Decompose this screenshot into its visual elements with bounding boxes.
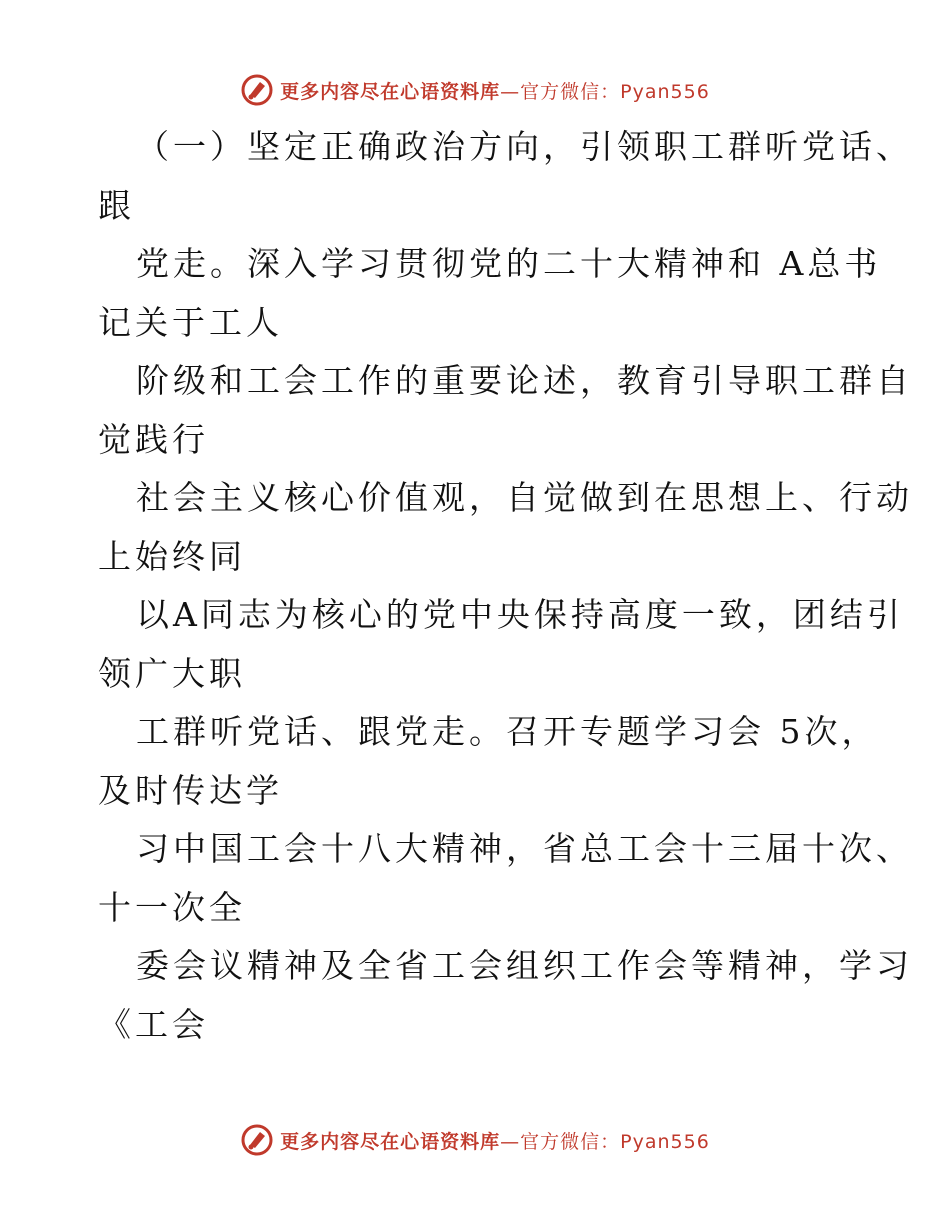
header-brand: 更多内容尽在心语资料库: [280, 80, 501, 103]
footer-watermark: [0, 1120, 950, 1160]
pen-nib-circle-icon: [240, 1123, 274, 1157]
document-body: [98, 118, 913, 1054]
body-line: 党走。深入学习贯彻党的二十大精神和 A总书: [136, 244, 882, 283]
body-line: 记关于工人: [98, 302, 283, 342]
body-line: 社会主义核心价值观，自觉做到在思想上、行动: [136, 478, 913, 517]
body-line: 上始终同: [98, 536, 246, 576]
body-line: （一）坚定正确政治方向，引领职工群听党话、: [136, 127, 913, 166]
header-dash: —: [500, 80, 521, 103]
body-line: 十一次全: [98, 887, 246, 927]
body-line: 领广大职: [98, 653, 246, 693]
header-text: [280, 77, 710, 104]
footer-brand: 更多内容尽在心语资料库: [280, 1130, 501, 1153]
body-line: 及时传达学: [98, 770, 283, 810]
header-watermark: [0, 70, 950, 110]
footer-text: [280, 1127, 710, 1154]
pen-nib-circle-icon: [240, 73, 274, 107]
body-line: 《工会: [98, 1004, 209, 1044]
body-line: 工群听党话、跟党走。召开专题学习会 5次，: [136, 712, 879, 751]
body-line: 阶级和工会工作的重要论述，教育引导职工群自: [136, 361, 913, 400]
body-line: 以A同志为核心的党中央保持高度一致，团结引: [136, 595, 904, 634]
footer-dash: —: [500, 1130, 521, 1153]
body-line: 跟: [98, 185, 135, 225]
body-line: 习中国工会十八大精神，省总工会十三届十次、: [136, 829, 913, 868]
body-line: 觉践行: [98, 419, 209, 459]
footer-contact: 官方微信：Pyan556: [520, 1130, 710, 1153]
body-line: 委会议精神及全省工会组织工作会等精神，学习: [136, 946, 913, 985]
header-contact: 官方微信：Pyan556: [520, 80, 710, 103]
